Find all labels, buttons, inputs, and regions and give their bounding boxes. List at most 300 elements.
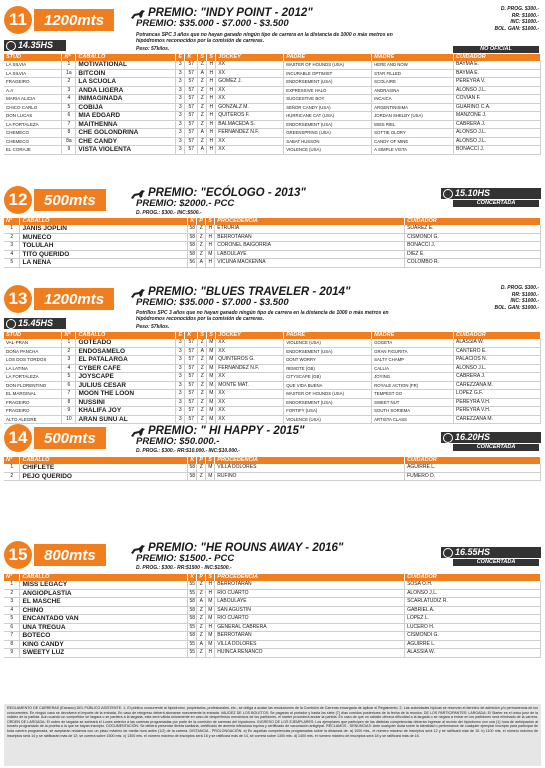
table-cell: 3 <box>176 373 185 382</box>
table-cell: BOTECO <box>20 632 188 641</box>
table-cell: MASTER OF HOUNDS (USA) <box>284 61 372 69</box>
table-cell: A <box>197 598 206 607</box>
table-cell: A <box>198 69 207 78</box>
premio-title: PREMIO: "ECÓLOGO - 2013" <box>148 187 306 199</box>
premio-title: PREMIO: "HE ROUNS AWAY - 2016" <box>148 542 344 554</box>
table-cell: XX <box>216 339 284 347</box>
table-cell: LOS DOS TORDOS <box>4 356 62 365</box>
table-cell: 3 <box>176 112 185 121</box>
table-cell: FRAGEIRO <box>4 398 62 407</box>
table-cell: 57 <box>185 390 198 399</box>
table-cell: H <box>207 146 216 155</box>
table-cell: M <box>207 415 216 424</box>
race-distance: 800mts <box>34 544 106 566</box>
race-number: 12 <box>4 186 32 214</box>
table-cell: 58 <box>189 225 196 231</box>
table-cell: SOUTH SORIEMA <box>372 407 454 416</box>
table-row <box>4 581 541 589</box>
table-cell: REMOTE (GB) <box>284 364 372 373</box>
table-cell: PEREYRA V. <box>454 78 541 87</box>
table-cell: SCARLATUDIZ R. <box>405 598 541 607</box>
table-cell: LA FORTALEZA <box>4 373 62 382</box>
race-costs: D. PROG.: $300.- RR:$1500 - INC:$1500.- <box>136 565 232 571</box>
table-cell: FUMERO D. <box>405 472 541 481</box>
table-cell: GOTEADO <box>76 339 176 347</box>
table-cell: GRAN FIGURITA <box>372 347 454 356</box>
table-row <box>4 364 541 373</box>
table-cell: XX <box>216 373 284 382</box>
race-weight: Peso: 57kilos. <box>136 46 170 52</box>
table-cell: PEJO QUERIDO <box>20 472 188 481</box>
table-cell: TOLULAH <box>20 242 188 251</box>
table-cell: Z <box>198 120 207 129</box>
table-cell: 9 <box>62 146 76 155</box>
table-cell: H <box>206 581 215 589</box>
table-cell: SOSA O.H. <box>405 581 541 589</box>
table-cell: H <box>207 112 216 121</box>
table-cell: EL CORAJE <box>4 146 62 155</box>
table-cell: ANGIOPLASTIA <box>20 589 188 598</box>
table-cell: DON LUCAS <box>4 112 62 121</box>
table-cell: FORTIFY (USA) <box>284 407 372 416</box>
table-cell: ENDORSEMENT (USA) <box>284 347 372 356</box>
column-header: CABALLO <box>76 332 176 339</box>
table-cell: 4 <box>62 364 76 373</box>
table-cell: Z <box>198 381 207 390</box>
table-cell: 9 <box>4 649 20 658</box>
table-cell: Z <box>197 606 206 615</box>
table-cell: 3 <box>176 381 185 390</box>
table-cell: CAREZZANA M. <box>454 415 541 424</box>
table-row <box>4 472 541 481</box>
clock-icon <box>443 189 453 199</box>
race-conditions: Potrillos SPC 3 años que no hayan ganado ningún tipo de carrera en la distancia de 1000 o más metros en hipódromos reconocidos por la comisión de carreras. <box>136 310 389 322</box>
table-cell: MISS LEGACY <box>20 581 188 589</box>
table-cell: Z <box>197 581 206 589</box>
table-cell: 55 <box>189 649 196 655</box>
table-cell: 7 <box>4 632 20 641</box>
table-cell: LA SCUOLA <box>76 78 176 87</box>
table-cell: M <box>206 606 215 615</box>
table-cell: XX <box>216 137 284 146</box>
table-cell: H <box>206 623 215 632</box>
table-cell: 55 <box>189 589 196 596</box>
table-row <box>4 347 541 356</box>
table-cell: ENDOSAMELO <box>76 347 176 356</box>
table-cell: CYBER CAFÉ <box>76 364 176 373</box>
table-cell: Z <box>198 398 207 407</box>
table-cell: ENDORSEMENT (USA) <box>284 398 372 407</box>
column-header: N° <box>4 218 20 225</box>
race-header <box>4 424 541 454</box>
entries-table <box>4 54 541 155</box>
table-row <box>4 339 541 347</box>
table-row <box>4 381 541 390</box>
table-cell: CHEMECO <box>4 137 62 146</box>
table-cell: M <box>207 407 216 416</box>
table-cell: 3 <box>176 398 185 407</box>
table-cell: 58 <box>189 632 196 638</box>
table-cell: 8 <box>62 398 76 407</box>
table-cell: HURRICANE CAT (USA) <box>284 112 372 121</box>
table-cell: 4 <box>4 606 20 615</box>
column-header: K <box>185 332 198 339</box>
table-cell: UNA TREGUA <box>20 623 188 632</box>
table-cell: 2 <box>4 233 20 242</box>
column-header: K <box>185 54 198 61</box>
table-cell: 56 <box>189 259 196 265</box>
table-cell: SCOLAIRE <box>372 78 454 87</box>
table-cell: EL PATALARGA <box>76 356 176 365</box>
table-cell: EL MASCHE <box>20 598 188 607</box>
race-time: 15.45HS <box>4 318 66 329</box>
race-15 <box>4 541 541 656</box>
table-cell: 3 <box>176 78 185 87</box>
table-cell: Z <box>197 242 206 251</box>
table-cell: Z <box>198 137 207 146</box>
table-cell: 3 <box>176 390 185 399</box>
table-cell: H <box>207 103 216 112</box>
table-cell: 5 <box>62 373 76 382</box>
race-header <box>4 186 541 216</box>
table-cell: COVIAN F. <box>454 95 541 104</box>
race-14 <box>4 424 541 480</box>
race-distance: 1200mts <box>34 9 114 31</box>
table-cell: 57 <box>185 146 198 155</box>
table-cell: CABRERA J. <box>454 373 541 382</box>
table-cell: FRAGEIRO <box>4 407 62 416</box>
table-cell: 2 <box>4 589 20 598</box>
table-row <box>4 146 541 155</box>
table-cell: 55 <box>189 623 196 630</box>
table-cell: Z <box>198 78 207 87</box>
table-cell: DOÑA PANCHA <box>4 347 62 356</box>
table-cell: CAREZZANA M. <box>454 381 541 390</box>
table-cell: Z <box>197 632 206 641</box>
table-cell: JORDAN SHELBY (USA) <box>372 112 454 121</box>
table-cell: RUFINO <box>215 472 405 481</box>
table-cell: H <box>207 129 216 138</box>
table-cell: 1 <box>4 225 20 233</box>
table-row <box>4 61 541 69</box>
table-cell: 3 <box>176 339 185 347</box>
column-header: E <box>176 54 185 61</box>
table-cell: XX <box>216 415 284 424</box>
clock-icon <box>443 548 453 558</box>
table-cell: 6 <box>62 112 76 121</box>
table-cell: 7 <box>62 390 76 399</box>
table-cell: 58 <box>189 615 196 621</box>
table-cell: Z <box>198 364 207 373</box>
table-cell: Z <box>197 233 206 242</box>
column-header: PROCEDENCIA <box>215 574 405 581</box>
table-cell: COLOMBO R. <box>405 259 541 268</box>
table-row <box>4 390 541 399</box>
table-cell: Z <box>197 472 206 481</box>
table-cell: Z <box>197 623 206 632</box>
table-cell: 3 <box>176 86 185 95</box>
table-cell: 3 <box>62 356 76 365</box>
table-cell: ALASSIA W. <box>405 649 541 658</box>
table-cell: XX <box>216 95 284 104</box>
premio-title: PREMIO: "INDY POINT - 2012" <box>148 7 313 19</box>
table-cell: 57 <box>185 381 198 390</box>
table-cell: M <box>207 373 216 382</box>
table-cell: H <box>207 137 216 146</box>
table-cell: H <box>207 78 216 87</box>
table-cell: 3 <box>176 103 185 112</box>
table-cell: 58 <box>189 233 196 240</box>
race-distance: 500mts <box>34 189 106 211</box>
table-cell: CHIFLETE <box>20 464 188 472</box>
race-distance: 1200mts <box>34 288 114 310</box>
table-cell: ENDORSEMENT (USA) <box>284 120 372 129</box>
table-row <box>4 649 541 658</box>
table-row <box>4 78 541 87</box>
column-header: S <box>198 332 207 339</box>
table-cell: 4 <box>62 95 76 104</box>
table-cell: 57 <box>185 339 198 347</box>
premio-amounts: PREMIO: $50.000.- <box>136 436 220 447</box>
table-cell: ARTISTA CLASS <box>372 415 454 424</box>
table-cell: BERROTARAN <box>215 581 405 589</box>
table-cell: 3 <box>4 598 20 607</box>
table-cell: INIMAGINADA <box>76 95 176 104</box>
table-cell: KHALIFA JOY <box>76 407 176 416</box>
premio-title: PREMIO: "BLUES TRAVELER - 2014" <box>148 286 351 298</box>
table-cell: LA SILVIA <box>4 61 62 69</box>
premio-amounts: PREMIO: $1500.- PCC <box>136 553 235 564</box>
table-header-row <box>4 457 541 464</box>
table-cell: Z <box>198 86 207 95</box>
table-row <box>4 86 541 95</box>
table-cell: 4 <box>4 250 20 259</box>
table-cell: LA NENA <box>20 259 188 268</box>
table-row <box>4 598 541 607</box>
column-header: STUD <box>4 54 62 61</box>
table-row <box>4 69 541 78</box>
table-cell: 57 <box>185 86 198 95</box>
table-cell: MAITHENNA <box>76 120 176 129</box>
table-header-row <box>4 54 541 61</box>
table-row <box>4 589 541 598</box>
table-cell: Z <box>198 407 207 416</box>
table-cell: LABOULAYE <box>215 598 405 607</box>
table-cell: Z <box>197 250 206 259</box>
column-header: CABALLO <box>20 218 188 225</box>
race-time: 16.55HS <box>441 547 541 558</box>
table-cell: CORONEL BAIGORRIA <box>215 242 405 251</box>
table-cell: TEMPEST GO <box>372 390 454 399</box>
table-cell: SWEET NUT <box>372 398 454 407</box>
table-cell: 7 <box>62 120 76 129</box>
column-header: E <box>176 332 185 339</box>
table-cell: M <box>207 364 216 373</box>
table-cell: XX <box>216 407 284 416</box>
table-cell: 57 <box>185 137 198 146</box>
table-cell: H <box>206 649 215 658</box>
column-header: CABALLO <box>20 574 188 581</box>
table-cell: AGUIRRE L. <box>405 640 541 649</box>
table-cell: 58 <box>189 606 196 613</box>
column-header: PROCEDENCIA <box>215 457 405 464</box>
table-cell: 5 <box>4 259 20 268</box>
table-cell: GONZALZ M. <box>216 103 284 112</box>
table-cell: A <box>197 640 206 649</box>
table-cell: PEREYRA V.H. <box>454 407 541 416</box>
column-header: PADRE <box>284 332 372 339</box>
table-cell: 1 <box>62 61 76 69</box>
table-row <box>4 407 541 416</box>
table-cell: LUCERO H. <box>405 623 541 632</box>
table-cell: GUARINO C.A. <box>454 103 541 112</box>
table-cell: 2 <box>62 347 76 356</box>
table-cell: ANDA LIGERA <box>76 86 176 95</box>
table-cell: H <box>206 589 215 598</box>
table-cell: 5 <box>62 103 76 112</box>
table-cell: A <box>197 259 206 268</box>
table-cell: RIO CUARTO <box>215 589 405 598</box>
table-cell: M <box>207 398 216 407</box>
table-cell: ARAN SUNU AL <box>76 415 176 424</box>
table-row <box>4 112 541 121</box>
column-header: S <box>198 54 207 61</box>
table-cell: 10 <box>62 415 76 424</box>
table-cell: MONTE MAT. <box>216 381 284 390</box>
table-cell: JANIS JOPLIN <box>20 225 188 233</box>
table-cell: ALONSO J.L. <box>405 589 541 598</box>
table-cell: H <box>206 225 215 233</box>
table-cell: VIOLENCE (USA) <box>284 339 372 347</box>
table-cell: H <box>206 259 215 268</box>
table-cell: SWEETY LUZ <box>20 649 188 658</box>
table-cell: 3 <box>4 242 20 251</box>
table-cell: H <box>207 86 216 95</box>
table-cell: ALASSIA W. <box>454 339 541 347</box>
table-row <box>4 95 541 104</box>
table-cell: MIA EDGARD <box>76 112 176 121</box>
table-cell: 2 <box>4 472 20 481</box>
column-header: MADRE <box>372 332 454 339</box>
table-cell: ALONSO J.L. <box>454 137 541 146</box>
table-cell: RIO CUARTO <box>215 615 405 624</box>
column-header: CUIDADOR <box>405 218 541 225</box>
table-cell: 57 <box>185 398 198 407</box>
table-cell: LA SILVIA <box>4 69 62 78</box>
table-cell: SUAREZ E. <box>405 225 541 233</box>
table-cell: MUÑECO <box>20 233 188 242</box>
column-header: S <box>206 574 215 581</box>
table-row <box>4 640 541 649</box>
race-costs: D. PROG. $300.- RR: $1000.- INC: $1000.- BOL. GAN: $1000.- <box>494 6 539 32</box>
table-cell: CHICO CARLO <box>4 103 62 112</box>
table-cell: JOYSCAPE <box>76 373 176 382</box>
table-cell: M <box>207 347 216 356</box>
table-cell: PEREYRA V.H. <box>454 398 541 407</box>
table-cell: SUGGESTIVE BOY <box>284 95 372 104</box>
table-row <box>4 137 541 146</box>
race-number: 11 <box>4 6 32 34</box>
table-cell: 1 <box>4 581 20 589</box>
table-cell: Z <box>198 112 207 121</box>
entries-table <box>4 332 541 424</box>
column-header: JOCKEY <box>216 54 284 61</box>
table-cell: SABAT HUSSON <box>284 137 372 146</box>
table-cell: Z <box>198 103 207 112</box>
table-cell: CALLIA <box>372 364 454 373</box>
table-cell: CISMONDI G. <box>405 233 541 242</box>
table-cell: MANZONE J. <box>454 112 541 121</box>
table-cell: EL MARGINAL <box>4 390 62 399</box>
table-cell: LOPEZ L. <box>405 615 541 624</box>
table-cell: 57 <box>185 112 198 121</box>
table-cell: A SIMPLE VISTA <box>372 146 454 155</box>
table-cell: CANTERO E. <box>454 347 541 356</box>
table-cell: LA LATINA <box>4 364 62 373</box>
table-cell: 3 <box>62 86 76 95</box>
table-row <box>4 129 541 138</box>
table-cell: 1a <box>62 69 76 78</box>
table-cell: H <box>206 242 215 251</box>
table-cell: MOTIVATIONAL <box>76 61 176 69</box>
table-cell: ALONSO J.L. <box>454 86 541 95</box>
race-header <box>4 541 541 571</box>
table-cell: BAYMA E. <box>454 69 541 78</box>
table-cell: H <box>207 69 216 78</box>
table-cell: TITO QUERIDO <box>20 250 188 259</box>
table-cell: 55 <box>189 581 196 587</box>
table-cell: SALTY CHAMP <box>372 356 454 365</box>
column-header: S <box>206 218 215 225</box>
table-cell: XX <box>216 61 284 69</box>
table-cell: LOPEZ G.F. <box>454 390 541 399</box>
table-cell: 55 <box>189 640 196 647</box>
table-cell: 1 <box>62 339 76 347</box>
table-cell: Z <box>197 615 206 624</box>
table-cell: XX <box>216 69 284 78</box>
column-header: S <box>206 457 215 464</box>
table-cell: JOYING <box>372 373 454 382</box>
column-header: K <box>188 574 197 581</box>
premio-title: PREMIO: " HI HAPPY - 2015" <box>148 425 305 437</box>
table-cell: DON FLORENTINO <box>4 381 62 390</box>
reglamento-text: REGLAMENTO DE CARRERAS (Extracto) DEL PÚBLICO ASISTENTE: 1- El público concurrente al hipódromo, propietarios, profesionales, etc., se obliga a acatar las resoluciones de la Comisión de Carreras encargada de aplicar el Reglamento. 2- Las autoridades hípicas se reservan el derecho de admisión y/o permanencia de los concurrentes. En ningún caso se devolverá el importe de la entrada. En caso de reingreso deberá abonarse nuevamente la entrada. VALIDEZ DE LOS BOLETOS: Se pagarán al portador y hasta los siete (7) días corridos posteriores de la fecha de la reunión. DE LOS PARTICIPANTES: LARGADA: El Starter es el único juez de la validez de la partida. Aún cuando un competidor se largara o se partiera a la largada, esta será válida únicamente en caso de desperfectos mecánicos de los partidores, el starter procederá anular la partida. En caso de que un caballo ofrezca difícultad a la largada o se negara a entrar en los partidores será eliminado de la carrera. ORDEN DE LARGADA: El orden de largada se sorteará el Lunes anterior a las carreras programadas por parte de la comisión de carreras del hipódromo. INGRESO DE LOS EJEMPLARES: Los ejemplares que participen de las distintas competencias deberán ingresar al recinto del hipódromo con una (1) hora de anticipación al horario programado de la prueba a la que se hayan inscripto. DOCUMENTACIÓN: Se deberá presentar libreta sanitaria, certificado de anemia infecciosa equina y certificado de vacunación antigripal. RECLAMOS - DENUNCIAS: Ante cualquier duda sobre la identidad o performance de cualquier ejemplar inscripto para participar de toda carrera programada, se aceptarán reclamos con un plazo máximo de media hora antes (1/2) de la carrera. DISTANCIA - PROLONGACIÓN: a) En aquellas competencias programadas sobre la distancia de: a) 1000 mts., el número máximo de inscriptos será 12 y se ratificará más de 10. b) 1100 mts. el número máximo de inscriptos será 14 y se ratificarán más de 12; se correrá sobre 1500 mts. c) 1300 mts. el número máximo de inscriptos será 16 y se ratificará más de 14, se correrá sobre 1300 mts. d) 1400 mts. el número máximo de inscriptos será 18 y se ratificará más de 16. <box>4 704 541 766</box>
race-status: NO OFICIAL <box>453 46 539 53</box>
table-cell: VISTA VIOLENTA <box>76 146 176 155</box>
table-cell: CHE CANDY <box>76 137 176 146</box>
table-cell: VAL-PRAN <box>4 339 62 347</box>
table-cell: VICUÑA MACKENNA <box>215 259 405 268</box>
table-cell: Z <box>198 339 207 347</box>
race-number: 15 <box>4 541 32 569</box>
race-status: CONCERTADA <box>453 444 539 451</box>
column-header: S <box>207 332 216 339</box>
table-cell: 57 <box>185 356 198 365</box>
table-cell: ALONSO J.L. <box>454 129 541 138</box>
table-cell: DIEZ E. <box>405 250 541 259</box>
clock-icon <box>6 41 16 51</box>
table-header-row <box>4 218 541 225</box>
table-cell: CHE GOLONDRINA <box>76 129 176 138</box>
table-cell: SEÑOR CANDY (USA) <box>284 103 372 112</box>
table-row <box>4 606 541 615</box>
table-cell: DONT WORRY <box>284 356 372 365</box>
table-cell: 57 <box>185 69 198 78</box>
table-cell: 57 <box>185 407 198 416</box>
table-cell: H <box>207 120 216 129</box>
table-cell: MISS RIEL <box>372 120 454 129</box>
table-row <box>4 259 541 268</box>
